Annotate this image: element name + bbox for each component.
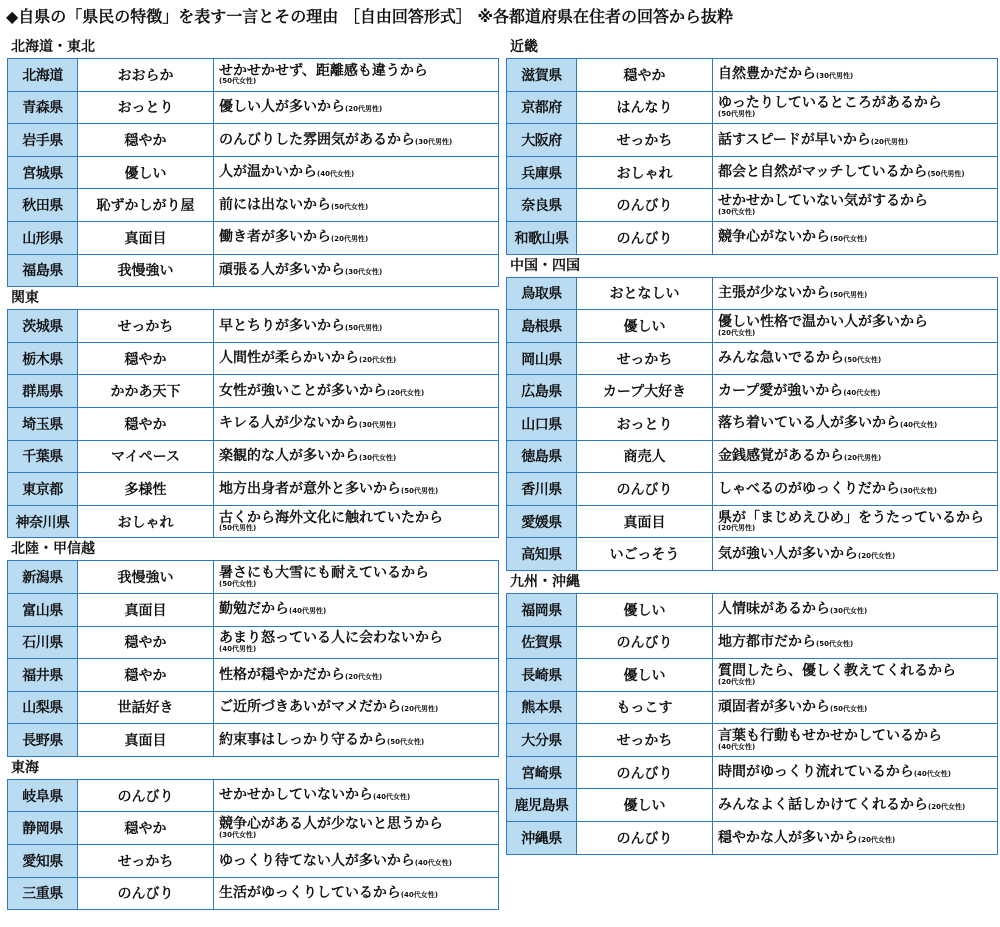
respondent-label: (40代女性)	[913, 770, 951, 779]
prefecture-cell: 茨城県	[8, 310, 78, 343]
reason-cell	[713, 659, 998, 692]
reason-cell	[713, 724, 998, 757]
prefecture-cell: 富山県	[8, 593, 78, 626]
region-title: 近畿	[510, 39, 538, 55]
table-row	[507, 538, 998, 571]
table-row	[507, 724, 998, 757]
respondent-label: (50代男性)	[219, 524, 257, 533]
reason-cell	[214, 156, 499, 189]
table-row	[507, 593, 998, 626]
reason-text: 話すスピードが早いから	[718, 131, 871, 148]
respondent-label: (40代女性)	[843, 388, 881, 397]
one-word-cell: のんびり	[577, 626, 713, 659]
prefecture-cell: 熊本県	[507, 691, 577, 724]
one-word-cell: せっかち	[577, 724, 713, 757]
prefecture-cell: 秋田県	[8, 189, 78, 222]
region-table	[506, 593, 998, 855]
one-word-cell: 穏やか	[78, 342, 214, 375]
table-row	[8, 124, 499, 157]
table-row	[507, 124, 998, 157]
one-word-cell: 恥ずかしがり屋	[78, 189, 214, 222]
reason-cell	[214, 254, 499, 287]
table-row	[8, 342, 499, 375]
table-row	[8, 407, 499, 440]
table-row	[8, 845, 499, 878]
prefecture-cell: 新潟県	[8, 561, 78, 594]
reason-cell	[713, 440, 998, 473]
prefecture-cell: 静岡県	[8, 812, 78, 845]
prefecture-cell: 島根県	[507, 310, 577, 343]
one-word-cell: 穏やか	[78, 626, 214, 659]
prefecture-cell: 長野県	[8, 724, 78, 757]
one-word-cell: のんびり	[577, 756, 713, 789]
reason-cell	[214, 877, 499, 910]
region-table	[506, 277, 998, 571]
reason-text: ご近所づきあいがマメだから	[219, 699, 401, 716]
respondent-label: (40代女性)	[414, 858, 452, 867]
respondent-label: (40代女性)	[317, 170, 355, 179]
table-row	[8, 59, 499, 92]
one-word-cell: おしゃれ	[577, 156, 713, 189]
reason-text: 人情味があるから	[718, 601, 830, 618]
prefecture-cell: 鹿児島県	[507, 789, 577, 822]
prefecture-cell: 北海道	[8, 59, 78, 92]
reason-text: 金銭感覚があるから	[718, 447, 844, 464]
table-row	[8, 473, 499, 506]
respondent-label: (50代女性)	[219, 77, 257, 86]
reason-text: 女性が強いことが多いから	[219, 382, 387, 399]
respondent-label: (50代女性)	[844, 356, 882, 365]
reason-text: 暑さにも大雪にも耐えているから	[219, 565, 429, 582]
one-word-cell: のんびり	[78, 877, 214, 910]
prefecture-cell: 滋賀県	[507, 59, 577, 92]
prefecture-cell: 福岡県	[507, 593, 577, 626]
reason-text: 優しい人が多いから	[219, 99, 345, 116]
prefecture-cell: 高知県	[507, 538, 577, 571]
reason-text: あまり怒っている人に会わないから	[219, 630, 443, 647]
reason-cell	[214, 124, 499, 157]
one-word-cell: いごっそう	[577, 538, 713, 571]
one-word-cell: 優しい	[78, 156, 214, 189]
reason-text: 競争心がないから	[718, 229, 830, 246]
respondent-label: (30代女性)	[359, 453, 397, 462]
one-word-cell: 穏やか	[78, 812, 214, 845]
one-word-cell: 優しい	[577, 310, 713, 343]
table-row	[507, 659, 998, 692]
reason-text: せかせかしていない気がするから	[718, 193, 928, 210]
reason-text: 地方出身者が意外と多いから	[219, 480, 401, 497]
table-row	[8, 561, 499, 594]
respondent-label: (40代女性)	[718, 742, 756, 751]
reason-cell	[214, 59, 499, 92]
reason-cell	[713, 59, 998, 92]
prefecture-cell: 福井県	[8, 659, 78, 692]
one-word-cell: 優しい	[577, 659, 713, 692]
reason-cell	[214, 845, 499, 878]
reason-text: 前には出ないから	[219, 196, 331, 213]
reason-cell	[713, 310, 998, 343]
reason-text: のんびりした雰囲気があるから	[219, 131, 415, 148]
one-word-cell: おっとり	[577, 407, 713, 440]
reason-cell	[214, 221, 499, 254]
reason-text: みんなよく話しかけてくれるから	[718, 796, 928, 813]
prefecture-cell: 鳥取県	[507, 277, 577, 310]
region-title: 中国・四国	[510, 257, 580, 274]
prefecture-cell: 群馬県	[8, 375, 78, 408]
one-word-cell: 商売人	[577, 440, 713, 473]
one-word-cell: かかあ天下	[78, 375, 214, 408]
reason-text: 頑張る人が多いから	[219, 262, 345, 279]
reason-cell	[214, 310, 499, 343]
one-word-cell: せっかち	[577, 342, 713, 375]
reason-text: 早とちりが多いから	[219, 317, 345, 334]
prefecture-cell: 長崎県	[507, 659, 577, 692]
respondent-label: (30代女性)	[899, 486, 937, 495]
respondent-label: (50代女性)	[830, 705, 868, 714]
prefecture-cell: 佐賀県	[507, 626, 577, 659]
one-word-cell: 我慢強い	[78, 561, 214, 594]
one-word-cell: せっかち	[577, 124, 713, 157]
reason-cell	[214, 593, 499, 626]
respondent-label: (30代女性)	[718, 207, 756, 216]
reason-cell	[713, 375, 998, 408]
prefecture-cell: 青森県	[8, 91, 78, 124]
reason-text: 人間性が柔らかいから	[219, 350, 359, 367]
table-row	[507, 505, 998, 538]
table-row	[507, 342, 998, 375]
region-table	[7, 309, 499, 538]
respondent-label: (50代男性)	[927, 170, 965, 179]
reason-cell	[713, 822, 998, 855]
respondent-label: (30代女性)	[345, 268, 383, 277]
table-row	[507, 59, 998, 92]
reason-text: ゆっくり待てない人が多いから	[219, 852, 415, 869]
reason-cell	[713, 505, 998, 538]
reason-cell	[713, 538, 998, 571]
respondent-label: (20代女性)	[359, 356, 397, 365]
reason-cell	[713, 277, 998, 310]
respondent-label: (20代男性)	[718, 524, 756, 533]
respondent-label: (40代女性)	[400, 891, 438, 900]
reason-cell	[214, 691, 499, 724]
prefecture-cell: 宮城県	[8, 156, 78, 189]
respondent-label: (50代男性)	[830, 291, 868, 300]
respondent-label: (20代男性)	[844, 453, 882, 462]
table-row	[507, 310, 998, 343]
one-word-cell: もっこす	[577, 691, 713, 724]
reason-cell	[713, 593, 998, 626]
prefecture-cell: 愛媛県	[507, 505, 577, 538]
reason-text: 穏やかな人が多いから	[718, 829, 858, 846]
one-word-cell: 穏やか	[78, 124, 214, 157]
table-row	[8, 626, 499, 659]
respondent-label: (20代女性)	[718, 328, 756, 337]
table-row	[507, 822, 998, 855]
table-row	[8, 779, 499, 812]
reason-text: 主張が少ないから	[718, 285, 830, 302]
prefecture-cell: 埼玉県	[8, 407, 78, 440]
reason-text: みんな急いでるから	[718, 350, 844, 367]
table-row	[8, 375, 499, 408]
reason-cell	[214, 189, 499, 222]
table-row	[8, 659, 499, 692]
prefecture-cell: 山口県	[507, 407, 577, 440]
reason-text: キレる人が少ないから	[219, 415, 359, 432]
prefecture-cell: 三重県	[8, 877, 78, 910]
table-row	[507, 756, 998, 789]
one-word-cell: 穏やか	[577, 59, 713, 92]
respondent-label: (50代女性)	[331, 202, 369, 211]
reason-cell	[214, 440, 499, 473]
respondent-label: (40代女性)	[373, 793, 411, 802]
table-row	[507, 789, 998, 822]
reason-text: 人が温かいから	[219, 164, 317, 181]
one-word-cell: マイペース	[78, 440, 214, 473]
region-table	[7, 779, 499, 910]
respondent-label: (20代男性)	[870, 137, 909, 146]
one-word-cell: 世話好き	[78, 691, 214, 724]
prefecture-cell: 宮崎県	[507, 756, 577, 789]
respondent-label: (20代女性)	[718, 677, 756, 686]
table-row	[8, 593, 499, 626]
one-word-cell: のんびり	[577, 473, 713, 506]
one-word-cell: 優しい	[577, 789, 713, 822]
reason-cell	[713, 473, 998, 506]
region-title: 関東	[11, 290, 39, 307]
prefecture-cell: 和歌山県	[507, 221, 577, 254]
table-row	[507, 473, 998, 506]
prefecture-cell: 神奈川県	[8, 505, 78, 538]
respondent-label: (20代男性)	[331, 235, 369, 244]
reason-cell	[713, 789, 998, 822]
prefecture-cell: 東京都	[8, 473, 78, 506]
respondent-label: (50代男性)	[401, 486, 439, 495]
table-row	[507, 91, 998, 124]
region-title: 九州・沖縄	[510, 573, 580, 590]
one-word-cell: 真面目	[78, 221, 214, 254]
prefecture-cell: 岡山県	[507, 342, 577, 375]
respondent-label: (50代女性)	[387, 737, 425, 746]
prefecture-cell: 兵庫県	[507, 156, 577, 189]
prefecture-cell: 香川県	[507, 473, 577, 506]
table-row	[507, 156, 998, 189]
one-word-cell: おおらか	[78, 59, 214, 92]
respondent-label: (20代女性)	[387, 388, 425, 397]
reason-cell	[713, 756, 998, 789]
reason-text: 楽観的な人が多いから	[219, 447, 359, 464]
region-title: 北陸・甲信越	[11, 541, 95, 558]
one-word-cell: 穏やか	[78, 659, 214, 692]
one-word-cell: はんなり	[577, 91, 713, 124]
one-word-cell: 穏やか	[78, 407, 214, 440]
reason-cell	[713, 691, 998, 724]
reason-text: カープ愛が強いから	[718, 382, 844, 399]
one-word-cell: 真面目	[78, 724, 214, 757]
respondent-label: (20代女性)	[858, 551, 896, 560]
respondent-label: (40代女性)	[900, 421, 938, 430]
respondent-label: (30代女性)	[219, 830, 257, 839]
table-row	[507, 691, 998, 724]
table-row	[8, 724, 499, 757]
reason-text: 自然豊かだから	[718, 66, 816, 83]
reason-text: しゃべるのがゆっくりだから	[718, 480, 900, 497]
one-word-cell: 真面目	[577, 505, 713, 538]
table-row	[8, 91, 499, 124]
reason-text: 県が「まじめえひめ」をうたっているから	[718, 509, 984, 526]
respondent-label: (50代男性)	[345, 323, 383, 332]
respondent-label: (50代女性)	[816, 639, 854, 648]
reason-text: 約束事はしっかり守るから	[219, 731, 387, 748]
reason-cell	[214, 659, 499, 692]
region-table	[506, 58, 998, 255]
table-row	[8, 440, 499, 473]
reason-text: 頑固者が多いから	[718, 699, 830, 716]
respondent-label: (20代女性)	[345, 672, 383, 681]
reason-cell	[713, 407, 998, 440]
reason-cell	[713, 91, 998, 124]
reason-cell	[713, 189, 998, 222]
reason-text: ゆったりしているところがあるから	[718, 95, 942, 112]
one-word-cell: 多様性	[78, 473, 214, 506]
one-word-cell: のんびり	[577, 822, 713, 855]
reason-cell	[214, 375, 499, 408]
prefecture-cell: 岩手県	[8, 124, 78, 157]
reason-cell	[214, 342, 499, 375]
respondent-label: (50代男性)	[718, 110, 756, 119]
prefecture-cell: 山梨県	[8, 691, 78, 724]
table-row	[507, 221, 998, 254]
table-row	[8, 254, 499, 287]
reason-text: 勤勉だから	[219, 601, 289, 618]
reason-cell	[713, 221, 998, 254]
respondent-label: (30代男性)	[816, 72, 854, 81]
region-title: 東海	[11, 759, 39, 776]
reason-text: 性格が穏やかだから	[219, 666, 345, 683]
reason-text: 言葉も行動もせかせかしているから	[718, 728, 942, 745]
prefecture-cell: 京都府	[507, 91, 577, 124]
prefecture-cell: 愛知県	[8, 845, 78, 878]
one-word-cell: せっかち	[78, 310, 214, 343]
reason-cell	[214, 724, 499, 757]
one-word-cell: 真面目	[78, 593, 214, 626]
respondent-label: (50代女性)	[219, 579, 257, 588]
prefecture-cell: 沖縄県	[507, 822, 577, 855]
reason-text: 都会と自然がマッチしているから	[718, 164, 928, 181]
prefecture-cell: 栃木県	[8, 342, 78, 375]
region-table	[7, 58, 499, 287]
prefecture-cell: 奈良県	[507, 189, 577, 222]
reason-cell	[214, 505, 499, 538]
one-word-cell: のんびり	[577, 189, 713, 222]
reason-text: 落ち着いている人が多いから	[718, 415, 900, 432]
reason-text: 競争心がある人が少ないと思うから	[219, 816, 443, 833]
reason-cell	[713, 342, 998, 375]
reason-text: 古くから海外文化に触れていたから	[219, 509, 443, 526]
page-title: ◆自県の「県民の特徴」を表す一言とその理由 ［自由回答形式］ ※各都道府県在住者の回答から抜粋	[6, 7, 734, 26]
prefecture-cell: 山形県	[8, 221, 78, 254]
table-row	[507, 407, 998, 440]
one-word-cell: のんびり	[577, 221, 713, 254]
table-row	[8, 812, 499, 845]
table-row	[8, 221, 499, 254]
reason-cell	[214, 91, 499, 124]
table-row	[8, 877, 499, 910]
reason-text: 地方都市だから	[718, 633, 816, 650]
reason-text: 質問したら、優しく教えてくれるから	[718, 662, 956, 679]
table-row	[8, 189, 499, 222]
reason-text: 生活がゆっくりしているから	[219, 885, 401, 902]
reason-cell	[214, 626, 499, 659]
reason-text: せかせかせず、距離感も違うから	[219, 62, 428, 79]
region-title: 北海道・東北	[11, 39, 95, 55]
prefecture-cell: 福島県	[8, 254, 78, 287]
one-word-cell: おしゃれ	[78, 505, 214, 538]
reason-text: 時間がゆっくり流れているから	[718, 764, 914, 781]
respondent-label: (20代男性)	[401, 705, 439, 714]
respondent-label: (20代女性)	[858, 835, 896, 844]
prefecture-cell: 石川県	[8, 626, 78, 659]
reason-text: 気が強い人が多いから	[718, 545, 858, 562]
table-row	[8, 505, 499, 538]
respondent-label: (40代男性)	[289, 607, 327, 616]
right-column	[506, 36, 998, 855]
respondent-label: (40代男性)	[219, 644, 257, 653]
one-word-cell: 我慢強い	[78, 254, 214, 287]
prefecture-cell: 徳島県	[507, 440, 577, 473]
prefecture-cell: 千葉県	[8, 440, 78, 473]
respondent-label: (20代女性)	[928, 802, 966, 811]
region-table	[7, 560, 499, 757]
respondent-label: (50代女性)	[830, 235, 868, 244]
one-word-cell: おっとり	[78, 91, 214, 124]
prefecture-cell: 大分県	[507, 724, 577, 757]
reason-text: せかせかしていないから	[219, 787, 373, 804]
reason-cell	[713, 124, 998, 157]
table-row	[507, 189, 998, 222]
one-word-cell: せっかち	[78, 845, 214, 878]
reason-cell	[214, 407, 499, 440]
one-word-cell: 優しい	[577, 593, 713, 626]
prefecture-cell: 大阪府	[507, 124, 577, 157]
one-word-cell: のんびり	[78, 779, 214, 812]
table-row	[8, 691, 499, 724]
left-column	[7, 36, 499, 910]
one-word-cell: カープ大好き	[577, 375, 713, 408]
reason-cell	[214, 779, 499, 812]
table-row	[8, 156, 499, 189]
reason-cell	[713, 156, 998, 189]
respondent-label: (30代女性)	[830, 607, 868, 616]
respondent-label: (30代男性)	[358, 421, 397, 430]
reason-cell	[214, 473, 499, 506]
respondent-label: (20代男性)	[345, 105, 383, 114]
table-row	[8, 310, 499, 343]
reason-text: 優しい性格で温かい人が多いから	[718, 313, 928, 330]
reason-cell	[214, 812, 499, 845]
prefecture-cell: 岐阜県	[8, 779, 78, 812]
table-row	[507, 626, 998, 659]
table-row	[507, 277, 998, 310]
one-word-cell: おとなしい	[577, 277, 713, 310]
respondent-label: (30代男性)	[415, 137, 453, 146]
reason-cell	[713, 626, 998, 659]
table-row	[507, 375, 998, 408]
reason-text: 働き者が多いから	[219, 229, 331, 246]
reason-cell	[214, 561, 499, 594]
prefecture-cell: 広島県	[507, 375, 577, 408]
table-row	[507, 440, 998, 473]
